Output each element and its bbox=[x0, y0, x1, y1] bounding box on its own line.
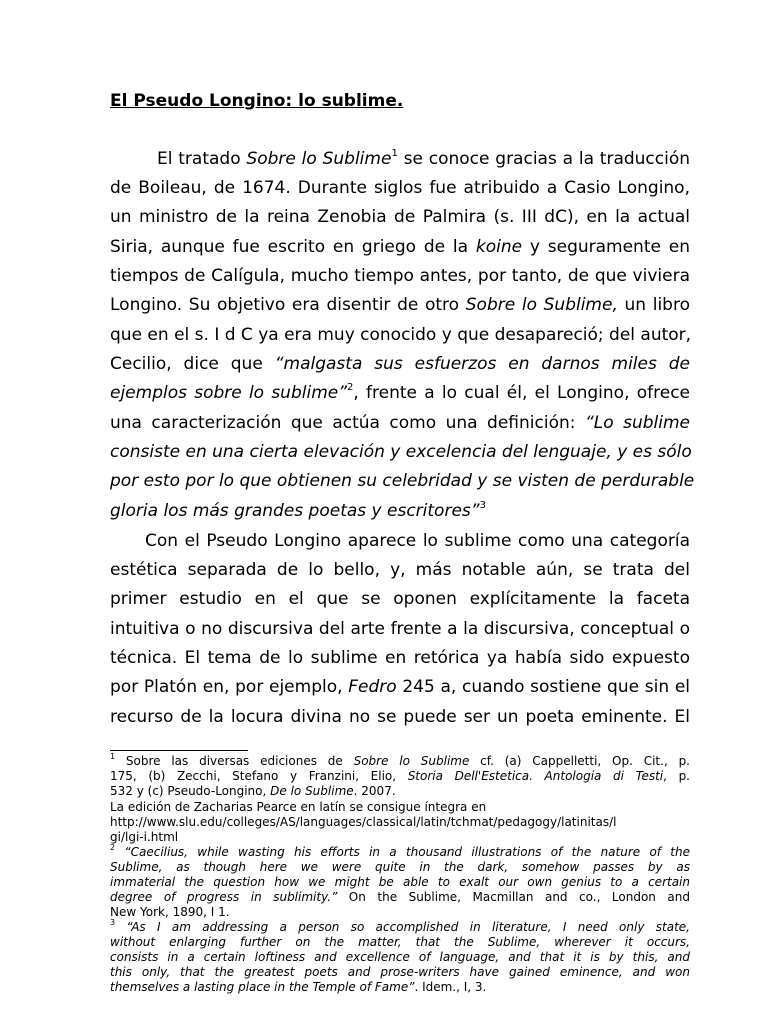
footnote-line: themselves a lasting place in the Temple of Fame”. Idem., I, 3. bbox=[110, 980, 487, 994]
page-title: El Pseudo Longino: lo sublime. bbox=[110, 91, 404, 111]
text-line: recurso de la locura divina no se puede ser un poeta eminente. El bbox=[110, 707, 690, 727]
footnote-line: Sublime, as though here we were quite in the dark, somehow passes by as bbox=[110, 860, 690, 874]
text-line: Siria, aunque fue escrito en griego de la koine y seguramente en bbox=[110, 237, 690, 257]
text-line: estética separada de lo bello, y, más notable aún, se trata del bbox=[110, 560, 690, 580]
footnote-line: consists in a certain loftiness and excellence of language, and that it is by this, and bbox=[110, 950, 690, 964]
footnote-line: immaterial the question how we might be able to exalt our own genius to a certain bbox=[110, 875, 690, 889]
text-line: El tratado Sobre lo Sublime$^1$ se conoce gracias a la traducción bbox=[157, 148, 691, 169]
text-line: técnica. El tema de lo sublime en retórica ya había sido expuesto bbox=[110, 648, 690, 668]
text-line: gloria los más grandes poetas y escritores”$^3$ bbox=[110, 500, 486, 521]
footnote-line: this only, that the greatest poets and prose-writers have gained eminence, and won bbox=[110, 965, 690, 979]
footnote-line: New York, 1890, I 1. bbox=[110, 905, 230, 919]
footnote-ref[interactable]: 1 bbox=[391, 148, 398, 160]
text-line: intuitiva o no discursiva del arte frente a la discursiva, conceptual o bbox=[110, 619, 690, 639]
text-line: que en el s. I d C ya era muy conocido y que desapareció; del autor, bbox=[110, 325, 692, 345]
text-line: una caracterización que actúa como una definición: “Lo sublime bbox=[110, 413, 690, 433]
footnote-ref[interactable]: 2 bbox=[347, 382, 354, 394]
text-line: Longino. Su objetivo era disentir de otro Sobre lo Sublime, un libro bbox=[110, 295, 690, 315]
text-line: un ministro de la reina Zenobia de Palmira (s. III dC), en la actual bbox=[110, 207, 690, 227]
footnote-line: without enlarging further on the matter, that the Sublime, wherever it occurs, bbox=[110, 935, 690, 949]
text-line: tiempos de Calígula, mucho tiempo antes, por tanto, de que viviera bbox=[110, 266, 690, 286]
text-line: de Boileau, de 1674. Durante siglos fue atribuido a Casio Longino, bbox=[110, 178, 690, 198]
footnote-line: $^3$ “As I am addressing a person so accomplished in literature, I need only state, bbox=[110, 918, 690, 934]
text-line: consiste en una cierta elevación y excelencia del lenguaje, y es sólo bbox=[110, 442, 692, 462]
text-line: por Platón en, por ejemplo, Fedro 245 a, cuando sostiene que sin el bbox=[110, 677, 691, 697]
footnote-line: degree of progress in sublimity.” On the Sublime, Macmillan and co., London and bbox=[110, 890, 691, 904]
footnote-line: $^1$ Sobre las diversas ediciones de Sobre lo Sublime cf. (a) Cappelletti, Op. Cit., p. bbox=[110, 752, 691, 768]
text-line: ejemplos sobre lo sublime”$^2$, frente a lo cual él, el Longino, ofrece bbox=[110, 382, 690, 403]
footnote-line: 532 y (c) Pseudo-Longino, De lo Sublime. 2007. bbox=[110, 784, 396, 798]
text-line: Con el Pseudo Longino aparece lo sublime como una categoría bbox=[145, 531, 690, 551]
text-line: por esto por lo que obtienen su celebridad y se visten de perdurable bbox=[110, 471, 695, 491]
footnote-link[interactable]: http://www.slu.edu/colleges/AS/languages/classical/latin/tchmat/pedagogy/latinitas/l bbox=[110, 815, 617, 829]
footnote-separator bbox=[110, 750, 248, 751]
text-line: Cecilio, dice que “malgasta sus esfuerzos en darnos miles de bbox=[110, 354, 690, 374]
footnote-link[interactable]: gi/lgi-i.html bbox=[110, 830, 179, 844]
footnote-line: $^2$ “Caecilius, while wasting his efforts in a thousand illustrations of the nature of the bbox=[110, 843, 690, 859]
footnote-ref[interactable]: 3 bbox=[479, 500, 486, 512]
text-line: primer estudio en el que se oponen explícitamente la faceta bbox=[110, 589, 690, 609]
footnote-line: La edición de Zacharias Pearce en latín se consigue íntegra en bbox=[110, 800, 487, 814]
footnote-line: 175, (b) Zecchi, Stefano y Franzini, Elio, Storia Dell'Estetica. Antologia di Testi, p. bbox=[110, 769, 690, 783]
